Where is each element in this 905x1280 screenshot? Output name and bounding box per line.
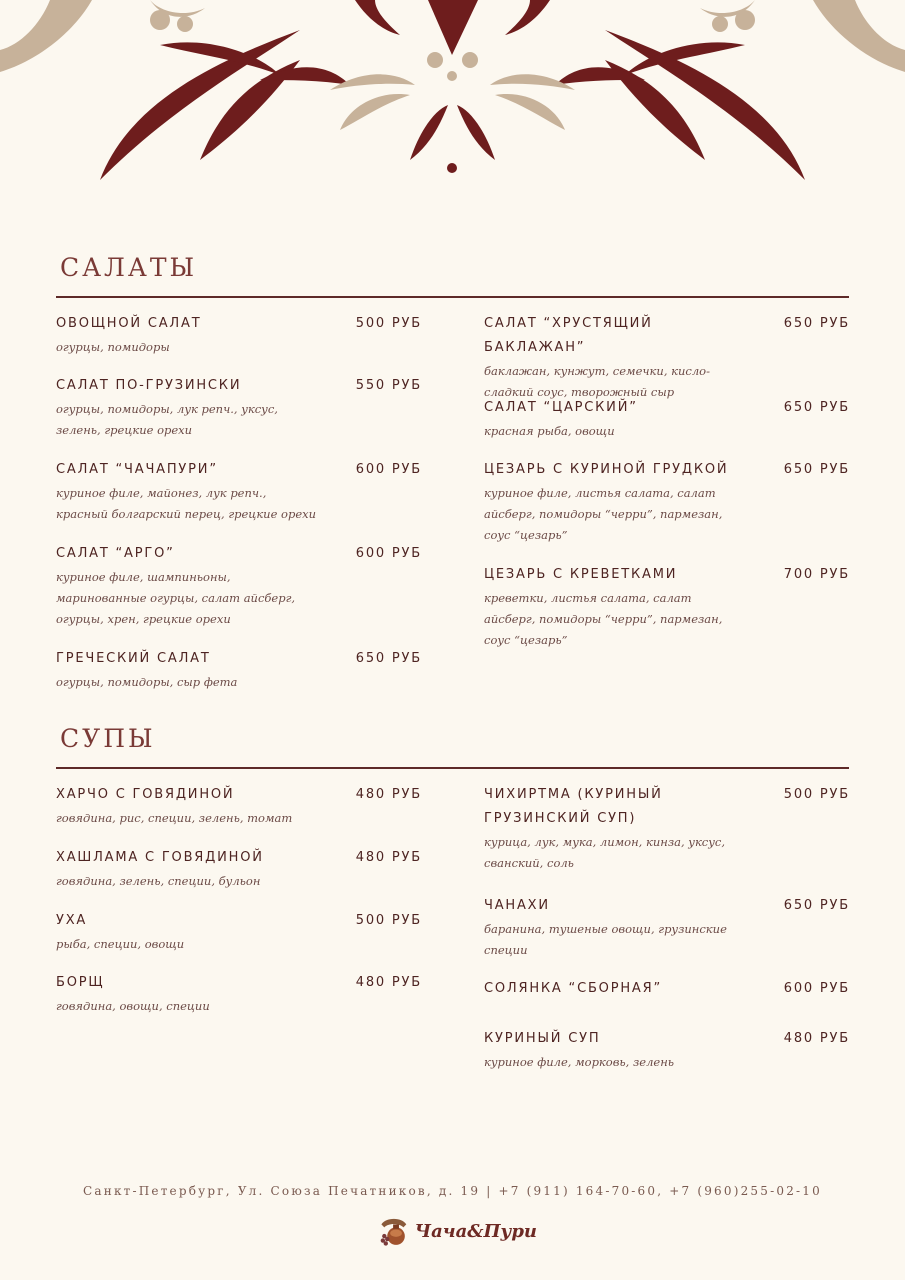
menu-item-header	[484, 894, 850, 918]
menu-item	[484, 312, 850, 403]
menu-item-name: САЛАТ “ЧАЧАПУРИ”	[56, 462, 218, 477]
menu-item-description-line: специи	[484, 943, 528, 957]
menu-item-description	[56, 996, 422, 1017]
menu-item	[56, 971, 422, 1017]
footer-address: Санкт-Петербург, Ул. Союза Печатников, д. 19 | +7 (911) 164-70-60, +7 (960)255-02-10	[83, 1184, 822, 1198]
soups-section-title: СУПЫ	[60, 724, 156, 753]
menu-item-name: САЛАТ “ЦАРСКИЙ”	[484, 400, 638, 415]
menu-item-header	[56, 846, 422, 870]
menu-item-header	[56, 374, 422, 398]
menu-item	[484, 977, 850, 1001]
menu-item-description-line: маринованные огурцы, салат айсберг,	[56, 591, 296, 605]
menu-item-name: ОВОЩНОЙ САЛАТ	[56, 316, 202, 331]
menu-item-description-line: соус “цезарь”	[484, 528, 568, 542]
menu-item-name: ЦЕЗАРЬ С КРЕВЕТКАМИ	[484, 567, 678, 582]
jug-and-grapes-icon	[377, 1208, 411, 1254]
menu-item-description-line: рыба, специи, овощи	[56, 937, 185, 951]
menu-item-price: 500 РУБ	[355, 316, 422, 331]
menu-item-description	[484, 421, 850, 442]
menu-item-header	[484, 783, 850, 831]
menu-item-header	[56, 909, 422, 933]
menu-item-description-line: красный болгарский перец, грецкие орехи	[56, 507, 317, 521]
menu-item-description-line: огурцы, помидоры, сыр фета	[56, 675, 238, 689]
menu-item-price: 550 РУБ	[355, 378, 422, 393]
menu-item-header	[56, 783, 422, 807]
menu-item-price: 480 РУБ	[355, 850, 422, 865]
menu-item-header	[484, 563, 850, 587]
menu-item	[484, 458, 850, 546]
menu-item-header	[484, 977, 850, 1001]
menu-item-description	[484, 919, 850, 961]
menu-item-description	[56, 871, 422, 892]
menu-item-description-line: куриное филе, майонез, лук репч.,	[56, 486, 267, 500]
menu-item	[56, 783, 422, 829]
menu-item	[56, 647, 422, 693]
menu-item-price: 650 РУБ	[355, 651, 422, 666]
section-divider	[56, 296, 849, 298]
menu-item-header	[484, 1027, 850, 1051]
menu-item-price: 600 РУБ	[355, 546, 422, 561]
menu-item	[484, 783, 850, 874]
menu-item-name: ЧАНАХИ	[484, 898, 550, 913]
menu-item-description-line: красная рыба, овощи	[484, 424, 615, 438]
menu-item-header	[56, 312, 422, 336]
menu-item-price: 700 РУБ	[783, 567, 850, 582]
menu-item-description	[484, 832, 850, 874]
menu-item-description-line: соус “цезарь”	[484, 633, 568, 647]
menu-item-description	[56, 399, 422, 441]
menu-item-price: 600 РУБ	[783, 981, 850, 996]
menu-item-description	[484, 588, 850, 651]
menu-item	[56, 542, 422, 630]
menu-item-description-line: говядина, рис, специи, зелень, томат	[56, 811, 293, 825]
menu-item-description-line: креветки, листья салата, салат	[484, 591, 692, 605]
menu-item	[56, 909, 422, 955]
menu-item	[484, 1027, 850, 1073]
menu-item-price: 650 РУБ	[783, 400, 850, 415]
menu-item-price: 650 РУБ	[783, 462, 850, 477]
menu-item	[56, 846, 422, 892]
menu-item-name: САЛАТ ПО-ГРУЗИНСКИ	[56, 378, 242, 393]
menu-item-description-line: курица, лук, мука, лимон, кинза, уксус,	[484, 835, 726, 849]
menu-item-description	[56, 672, 422, 693]
menu-item-name: САЛАТ “АРГО”	[56, 546, 175, 561]
menu-item-description-line: баклажан, кунжут, семечки, кисло-	[484, 364, 710, 378]
menu-item-price: 600 РУБ	[355, 462, 422, 477]
menu-item-header	[56, 971, 422, 995]
menu-item	[56, 374, 422, 441]
menu-item-price: 480 РУБ	[783, 1031, 850, 1046]
menu-item-description-line: куриное филе, шампиньоны,	[56, 570, 231, 584]
menu-item-price: 650 РУБ	[783, 316, 850, 331]
menu-item-price: 500 РУБ	[355, 913, 422, 928]
menu-item-description	[56, 808, 422, 829]
menu-item-header	[484, 396, 850, 420]
menu-item-header	[484, 312, 850, 360]
menu-item-description	[56, 337, 422, 358]
menu-item-description	[56, 934, 422, 955]
menu-item	[484, 563, 850, 651]
salads-section-title: САЛАТЫ	[60, 253, 198, 282]
menu-item-description-line: сладкий соус, творожный сыр	[484, 385, 675, 399]
menu-item-description	[56, 483, 422, 525]
menu-item-description-line: айсберг, помидоры “черри”, пармезан,	[484, 612, 723, 626]
menu-item-description-line: куриное филе, морковь, зелень	[484, 1055, 675, 1069]
menu-item-description-line: баранина, тушеные овощи, грузинские	[484, 922, 727, 936]
menu-item-description-line: зелень, грецкие орехи	[56, 423, 193, 437]
menu-item-description-line: сванский, соль	[484, 856, 574, 870]
menu-item-name: КУРИНЫЙ СУП	[484, 1031, 601, 1046]
menu-item-description	[56, 567, 422, 630]
menu-item-name: ЧИХИРТМА (КУРИНЫЙ ГРУЗИНСКИЙ СУП)	[484, 787, 663, 826]
menu-item	[56, 458, 422, 525]
menu-item-name: ХАРЧО С ГОВЯДИНОЙ	[56, 787, 235, 802]
menu-item	[484, 894, 850, 961]
menu-item-price: 480 РУБ	[355, 787, 422, 802]
menu-item-description-line: говядина, овощи, специи	[56, 999, 210, 1013]
menu-item-price: 650 РУБ	[783, 898, 850, 913]
menu-item	[484, 396, 850, 442]
menu-item-description	[484, 1052, 850, 1073]
menu-item-description-line: куриное филе, листья салата, салат	[484, 486, 716, 500]
menu-item-name: СОЛЯНКА “СБОРНАЯ”	[484, 981, 662, 996]
menu-item-description	[484, 483, 850, 546]
menu-item-header	[56, 458, 422, 482]
menu-item-name: ЦЕЗАРЬ С КУРИНОЙ ГРУДКОЙ	[484, 462, 729, 477]
menu-item-name: ХАШЛАМА С ГОВЯДИНОЙ	[56, 850, 264, 865]
restaurant-logo	[377, 1206, 537, 1256]
menu-item-name: УХА	[56, 913, 88, 928]
menu-item-name: САЛАТ “ХРУСТЯЩИЙ БАКЛАЖАН”	[484, 316, 653, 355]
menu-item-header	[56, 647, 422, 671]
menu-item	[56, 312, 422, 358]
menu-item-price: 480 РУБ	[355, 975, 422, 990]
menu-item-description-line: айсберг, помидоры “черри”, пармезан,	[484, 507, 723, 521]
menu-item-header	[56, 542, 422, 566]
menu-item-header	[484, 458, 850, 482]
menu-item-name: БОРЩ	[56, 975, 105, 990]
logo-text: Чача&Пури	[414, 1220, 537, 1242]
menu-item-description-line: говядина, зелень, специи, бульон	[56, 874, 261, 888]
section-divider	[56, 767, 849, 769]
menu-item-description-line: огурцы, помидоры	[56, 340, 170, 354]
menu-item-price: 500 РУБ	[783, 787, 850, 802]
menu-item-description-line: огурцы, хрен, грецкие орехи	[56, 612, 231, 626]
decorative-ornament	[0, 0, 905, 200]
menu-item-description-line: огурцы, помидоры, лук репч., уксус,	[56, 402, 278, 416]
menu-item-name: ГРЕЧЕСКИЙ САЛАТ	[56, 651, 211, 666]
